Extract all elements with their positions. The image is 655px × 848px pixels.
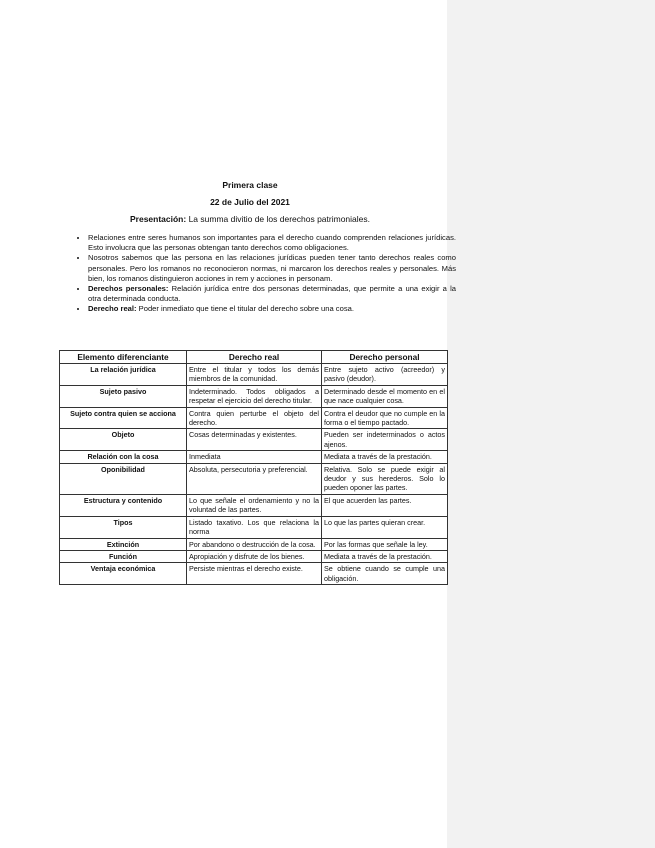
presentation-text: La summa divitio de los derechos patrimoniales. bbox=[186, 214, 370, 224]
derecho-personal-cell: Relativa. Solo se puede exigir al deudor y sus herederos. Solo lo pueden oponer las partes. bbox=[322, 463, 448, 494]
bullet-label: Derecho real: bbox=[88, 304, 137, 314]
bullet-text: Relaciones entre seres humanos son importantes para el derecho cuando comprenden relaciones jurídicas. Esto involucra que las personas obtengan tanto derechos como obligaciones. bbox=[88, 233, 456, 253]
table-row bbox=[60, 538, 448, 550]
bullet-item bbox=[88, 233, 456, 253]
bullet-item bbox=[88, 253, 456, 284]
derecho-personal-cell: Pueden ser indeterminados o actos ajenos. bbox=[322, 429, 448, 451]
table-row bbox=[60, 385, 448, 407]
table-row bbox=[60, 550, 448, 562]
derecho-real-cell: Absoluta, persecutoria y preferencial. bbox=[187, 463, 322, 494]
row-label-cell: Tipos bbox=[60, 516, 187, 538]
row-label-cell: La relación jurídica bbox=[60, 364, 187, 386]
derecho-personal-cell: Por las formas que señale la ley. bbox=[322, 538, 448, 550]
column-header: Derecho personal bbox=[322, 351, 448, 364]
table-row bbox=[60, 364, 448, 386]
presentation-line bbox=[0, 214, 500, 224]
row-label-cell: Estructura y contenido bbox=[60, 494, 187, 516]
derecho-personal-cell: Se obtiene cuando se cumple una obligación. bbox=[322, 563, 448, 585]
derecho-real-cell: Inmediata bbox=[187, 451, 322, 463]
table-header-row bbox=[60, 351, 448, 364]
derecho-real-cell: Cosas determinadas y existentes. bbox=[187, 429, 322, 451]
derecho-personal-cell: Entre sujeto activo (acreedor) y pasivo (deudor). bbox=[322, 364, 448, 386]
derecho-personal-cell: Contra el deudor que no cumple en la forma o el tiempo pactado. bbox=[322, 407, 448, 429]
table-row bbox=[60, 463, 448, 494]
document-title: Primera clase bbox=[222, 180, 278, 190]
row-label-cell: Sujeto pasivo bbox=[60, 385, 187, 407]
row-label-cell: Ventaja económica bbox=[60, 563, 187, 585]
column-header: Elemento diferenciante bbox=[60, 351, 187, 364]
comparison-table bbox=[59, 350, 448, 585]
table-row bbox=[60, 516, 448, 538]
derecho-real-cell: Indeterminado. Todos obligados a respetar el ejercicio del derecho titular. bbox=[187, 385, 322, 407]
bullet-text: Nosotros sabemos que las persona en las relaciones jurídicas pueden tener tanto derechos reales como personales. Pero los romanos no reconocieron normas, ni marcaron los derechos reales y personales. Más bien, los romanos distinguieron acciones in rem y acciones in personam. bbox=[88, 253, 456, 283]
column-header: Derecho real bbox=[187, 351, 322, 364]
table-row bbox=[60, 494, 448, 516]
bullet-item bbox=[88, 284, 456, 304]
derecho-real-cell: Entre el titular y todos los demás miembros de la comunidad. bbox=[187, 364, 322, 386]
row-label-cell: Función bbox=[60, 550, 187, 562]
comment-pane bbox=[447, 0, 655, 848]
bullet-item bbox=[88, 304, 456, 314]
bullet-text: Relación jurídica entre dos personas determinadas, que permite a una exigir a la otra determinada conducta. bbox=[88, 284, 456, 304]
table-row bbox=[60, 563, 448, 585]
derecho-personal-cell: El que acuerden las partes. bbox=[322, 494, 448, 516]
row-label-cell: Objeto bbox=[60, 429, 187, 451]
bullet-list bbox=[72, 233, 456, 315]
row-label-cell: Oponibilidad bbox=[60, 463, 187, 494]
row-label-cell: Extinción bbox=[60, 538, 187, 550]
row-label-cell: Relación con la cosa bbox=[60, 451, 187, 463]
bullet-label: Derechos personales: bbox=[88, 284, 169, 294]
derecho-real-cell: Apropiación y disfrute de los bienes. bbox=[187, 550, 322, 562]
document-date: 22 de Julio del 2021 bbox=[210, 197, 290, 207]
table-row bbox=[60, 429, 448, 451]
table-row bbox=[60, 451, 448, 463]
derecho-personal-cell: Mediata a través de la prestación. bbox=[322, 451, 448, 463]
derecho-personal-cell: Determinado desde el momento en el que nace cualquier cosa. bbox=[322, 385, 448, 407]
derecho-personal-cell: Mediata a través de la prestación. bbox=[322, 550, 448, 562]
derecho-real-cell: Lo que señale el ordenamiento y no la voluntad de las partes. bbox=[187, 494, 322, 516]
derecho-personal-cell: Lo que las partes quieran crear. bbox=[322, 516, 448, 538]
derecho-real-cell: Persiste mientras el derecho existe. bbox=[187, 563, 322, 585]
table-row bbox=[60, 407, 448, 429]
bullet-text: Poder inmediato que tiene el titular del derecho sobre una cosa. bbox=[136, 304, 354, 314]
derecho-real-cell: Por abandono o destrucción de la cosa. bbox=[187, 538, 322, 550]
presentation-label: Presentación: bbox=[129, 214, 187, 224]
derecho-real-cell: Contra quien perturbe el objeto del derecho. bbox=[187, 407, 322, 429]
row-label-cell: Sujeto contra quien se acciona bbox=[60, 407, 187, 429]
derecho-real-cell: Listado taxativo. Los que relaciona la norma bbox=[187, 516, 322, 538]
